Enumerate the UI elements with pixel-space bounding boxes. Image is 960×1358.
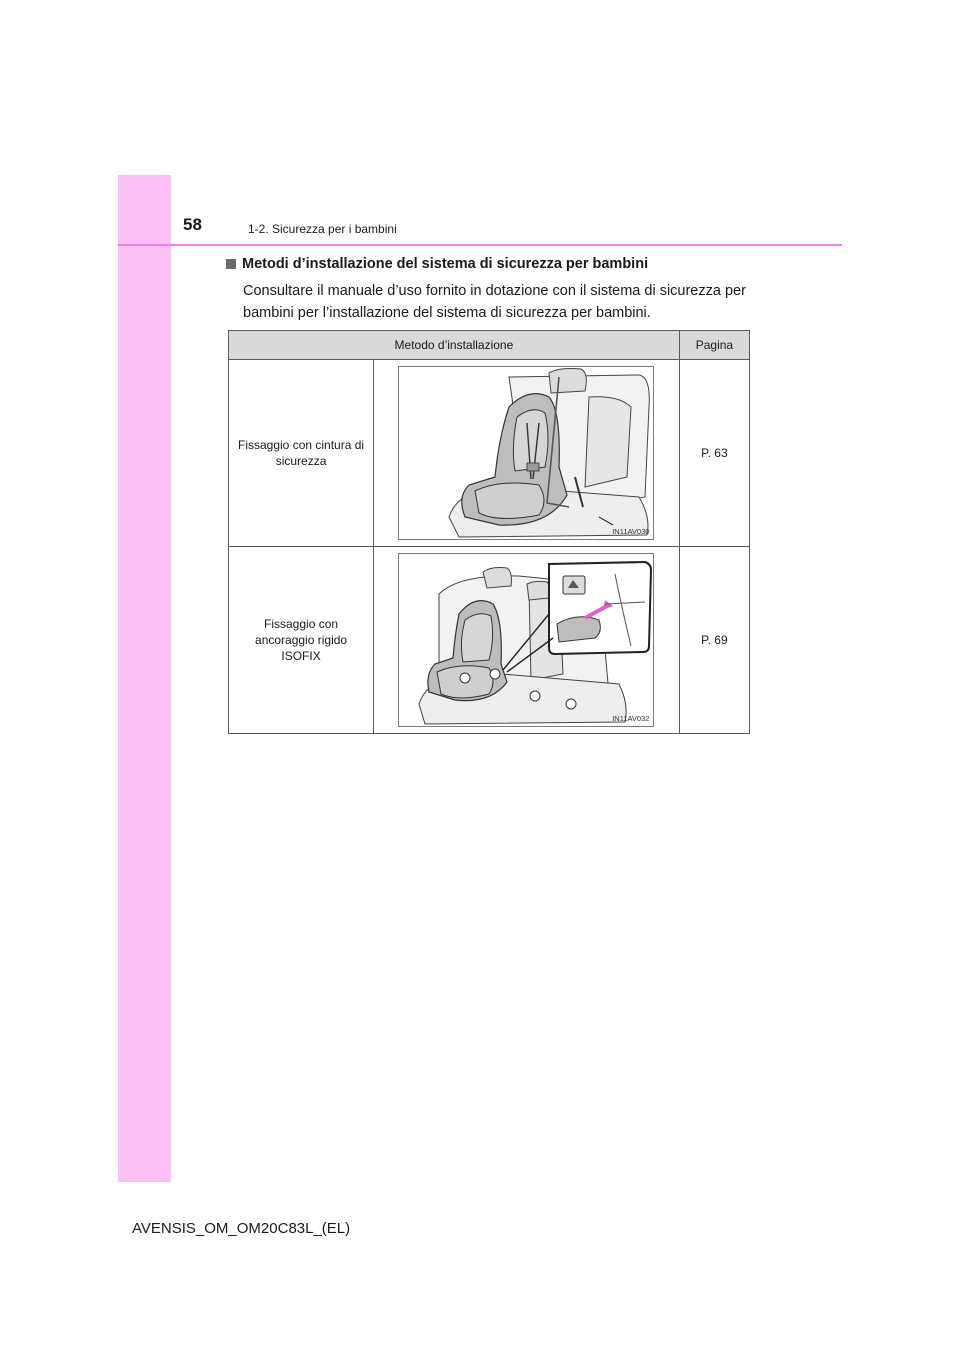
page-reference: P. 69 — [701, 633, 728, 647]
page-cell — [679, 360, 749, 547]
isofix-child-seat-illustration — [398, 553, 654, 727]
subheading — [226, 256, 648, 272]
figure-code: IN11AV032 — [612, 714, 650, 723]
seatbelt-seat-drawing — [399, 367, 653, 539]
method-cell — [229, 360, 374, 547]
header-method: Metodo d’installazione — [229, 331, 680, 360]
method-cell — [229, 547, 374, 734]
method-label: Fissaggio con ancoraggio rigido ISOFIX — [255, 617, 348, 663]
page-number: 58 — [183, 215, 202, 234]
document-footer: AVENSIS_OM_OM20C83L_(EL) — [132, 1220, 351, 1237]
method-label: Fissaggio con cintura di sicurezza — [238, 438, 365, 468]
figure-cell — [374, 547, 680, 734]
table-header-row — [229, 331, 750, 360]
square-bullet-icon — [226, 259, 236, 269]
header-page: Pagina — [679, 331, 749, 360]
subheading-text: Metodi d’installazione del sistema di sicurezza per bambini — [242, 256, 649, 272]
table-row — [229, 360, 750, 547]
figure-cell — [374, 360, 680, 547]
table-row — [229, 547, 750, 734]
section-title: 1-2. Sicurezza per i bambini — [248, 222, 397, 236]
header-rule — [118, 244, 842, 246]
page-cell — [679, 547, 749, 734]
page-reference: P. 63 — [701, 446, 728, 460]
installation-methods-table — [228, 330, 750, 734]
figure-code: IN11AV030 — [612, 527, 650, 536]
side-color-band — [118, 175, 171, 1182]
body-paragraph: Consultare il manuale d’uso fornito in dotazione con il sistema di sicurezza per bambini per l’installazione del sistema di sicurezza per bambini. — [243, 283, 746, 321]
seatbelt-child-seat-illustration — [398, 366, 654, 540]
isofix-seat-drawing — [399, 554, 653, 726]
